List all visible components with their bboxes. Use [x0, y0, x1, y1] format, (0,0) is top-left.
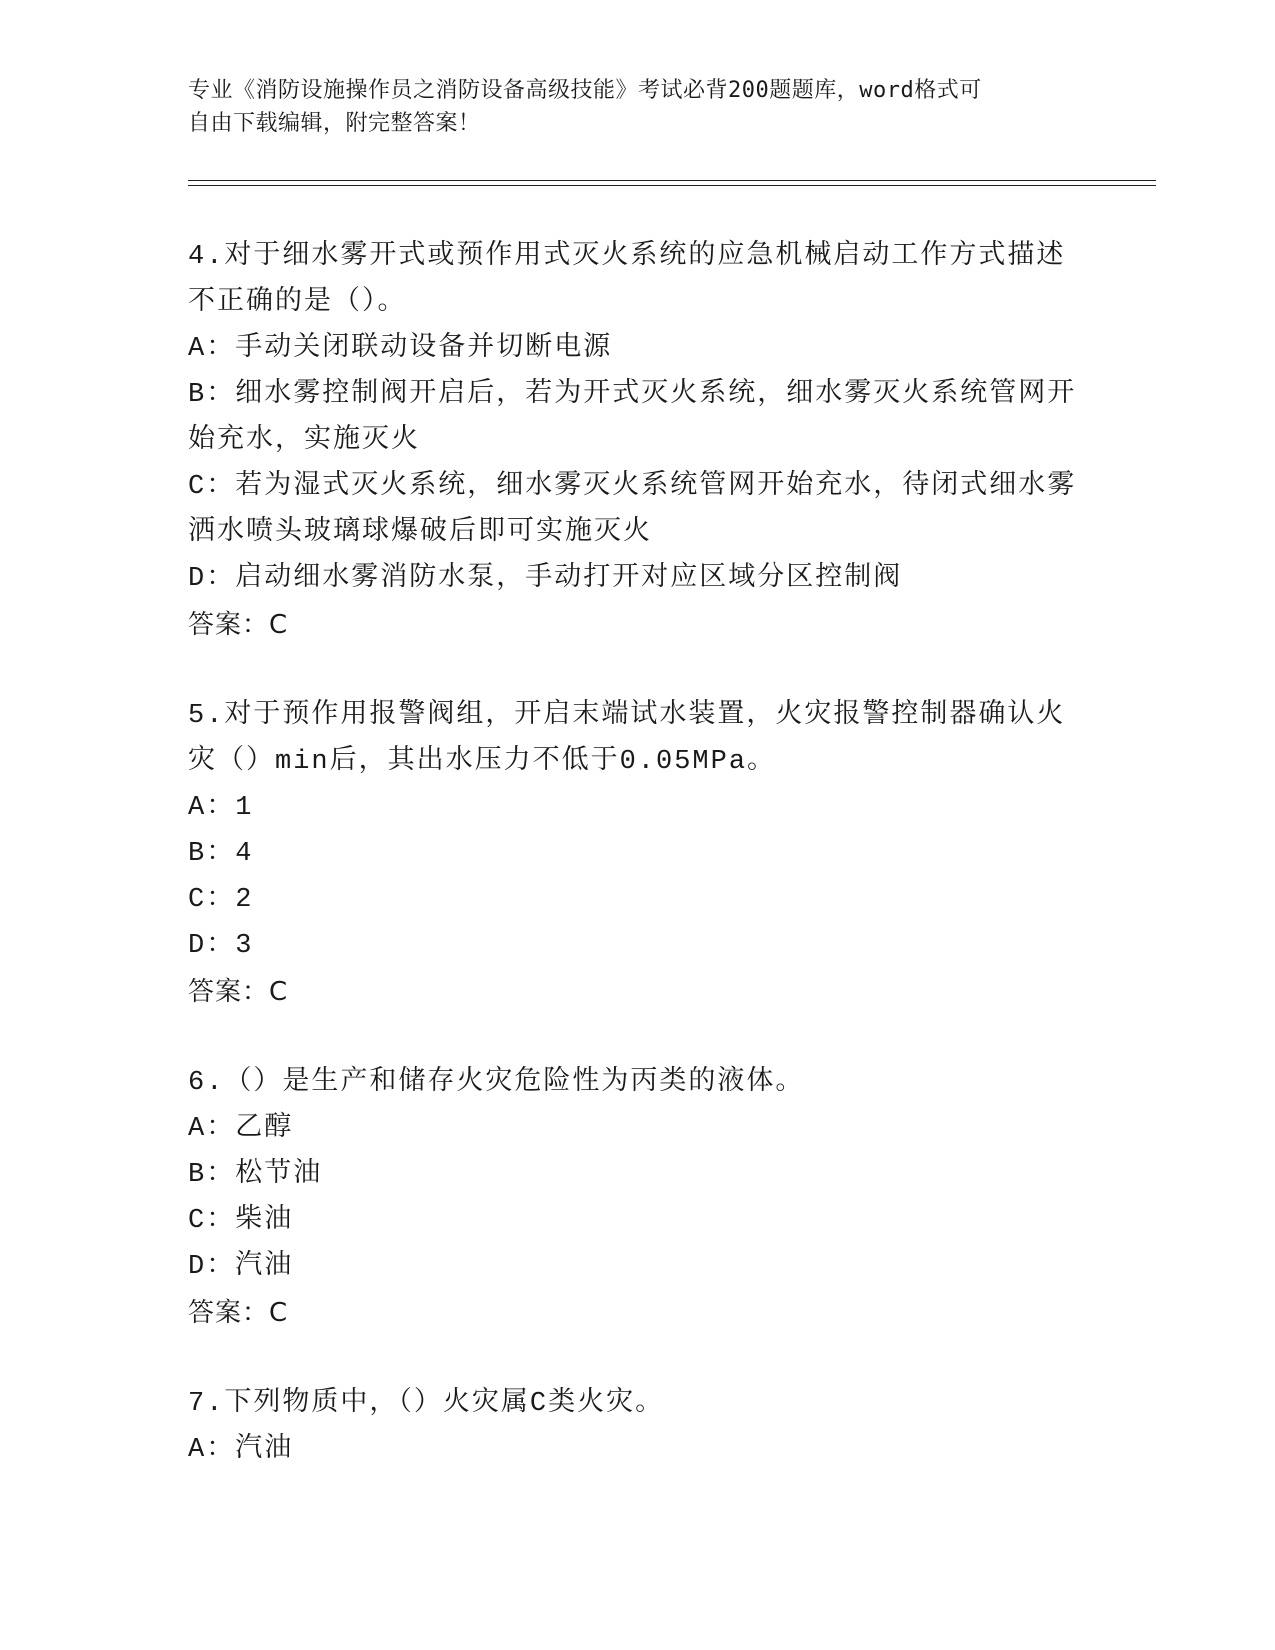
header-line: 专业《消防设施操作员之消防设备高级技能》考试必背200题题库，word格式可 — [188, 78, 982, 103]
option-d: D：3 — [188, 931, 254, 961]
answer-label: 答案：C — [188, 977, 289, 1007]
option-c: C：柴油 — [188, 1206, 294, 1236]
option-a: A：乙醇 — [188, 1114, 294, 1144]
header-line: 自由下载编辑，附完整答案！ — [188, 111, 481, 136]
option-c-continued: 洒水喷头玻璃球爆破后即可实施灭火 — [188, 518, 652, 548]
question-stem: 4.对于细水雾开式或预作用式灭火系统的应急机械启动工作方式描述 — [188, 242, 1066, 272]
question-stem: 不正确的是（）。 — [188, 288, 407, 318]
option-b-continued: 始充水，实施灭火 — [188, 426, 420, 456]
option-c: C：2 — [188, 885, 254, 915]
option-b: B：4 — [188, 839, 254, 869]
option-c: C：若为湿式灭火系统，细水雾灭火系统管网开始充水，待闭式细水雾 — [188, 472, 1077, 502]
question-stem: 灾（）min后，其出水压力不低于0.05MPa。 — [188, 747, 777, 777]
option-d: D：启动细水雾消防水泵，手动打开对应区域分区控制阀 — [188, 564, 903, 594]
option-a: A：手动关闭联动设备并切断电源 — [188, 334, 613, 364]
header-divider — [188, 185, 1156, 186]
option-b: B：松节油 — [188, 1160, 323, 1190]
question-item — [188, 1060, 1088, 1336]
question-spacer — [188, 1336, 1088, 1381]
question-stem: 6.（）是生产和储存火灾危险性为丙类的液体。 — [188, 1068, 805, 1098]
option-a: A：1 — [188, 793, 254, 823]
option-a: A：汽油 — [188, 1435, 294, 1465]
option-b: B：细水雾控制阀开启后，若为开式灭火系统，细水雾灭火系统管网开 — [188, 380, 1077, 410]
question-spacer — [188, 1015, 1088, 1060]
question-list — [188, 234, 1088, 1473]
question-stem: 7.下列物质中，（）火灾属C类火灾。 — [188, 1389, 665, 1419]
question-item — [188, 693, 1088, 1015]
question-spacer — [188, 648, 1088, 693]
header-divider — [188, 180, 1156, 181]
question-item — [188, 1381, 1088, 1473]
option-d: D：汽油 — [188, 1252, 294, 1282]
answer-label: 答案：C — [188, 610, 289, 640]
document-header — [188, 74, 1088, 140]
question-item — [188, 234, 1088, 648]
answer-label: 答案：C — [188, 1298, 289, 1328]
question-stem: 5.对于预作用报警阀组，开启末端试水装置，火灾报警控制器确认火 — [188, 701, 1066, 731]
